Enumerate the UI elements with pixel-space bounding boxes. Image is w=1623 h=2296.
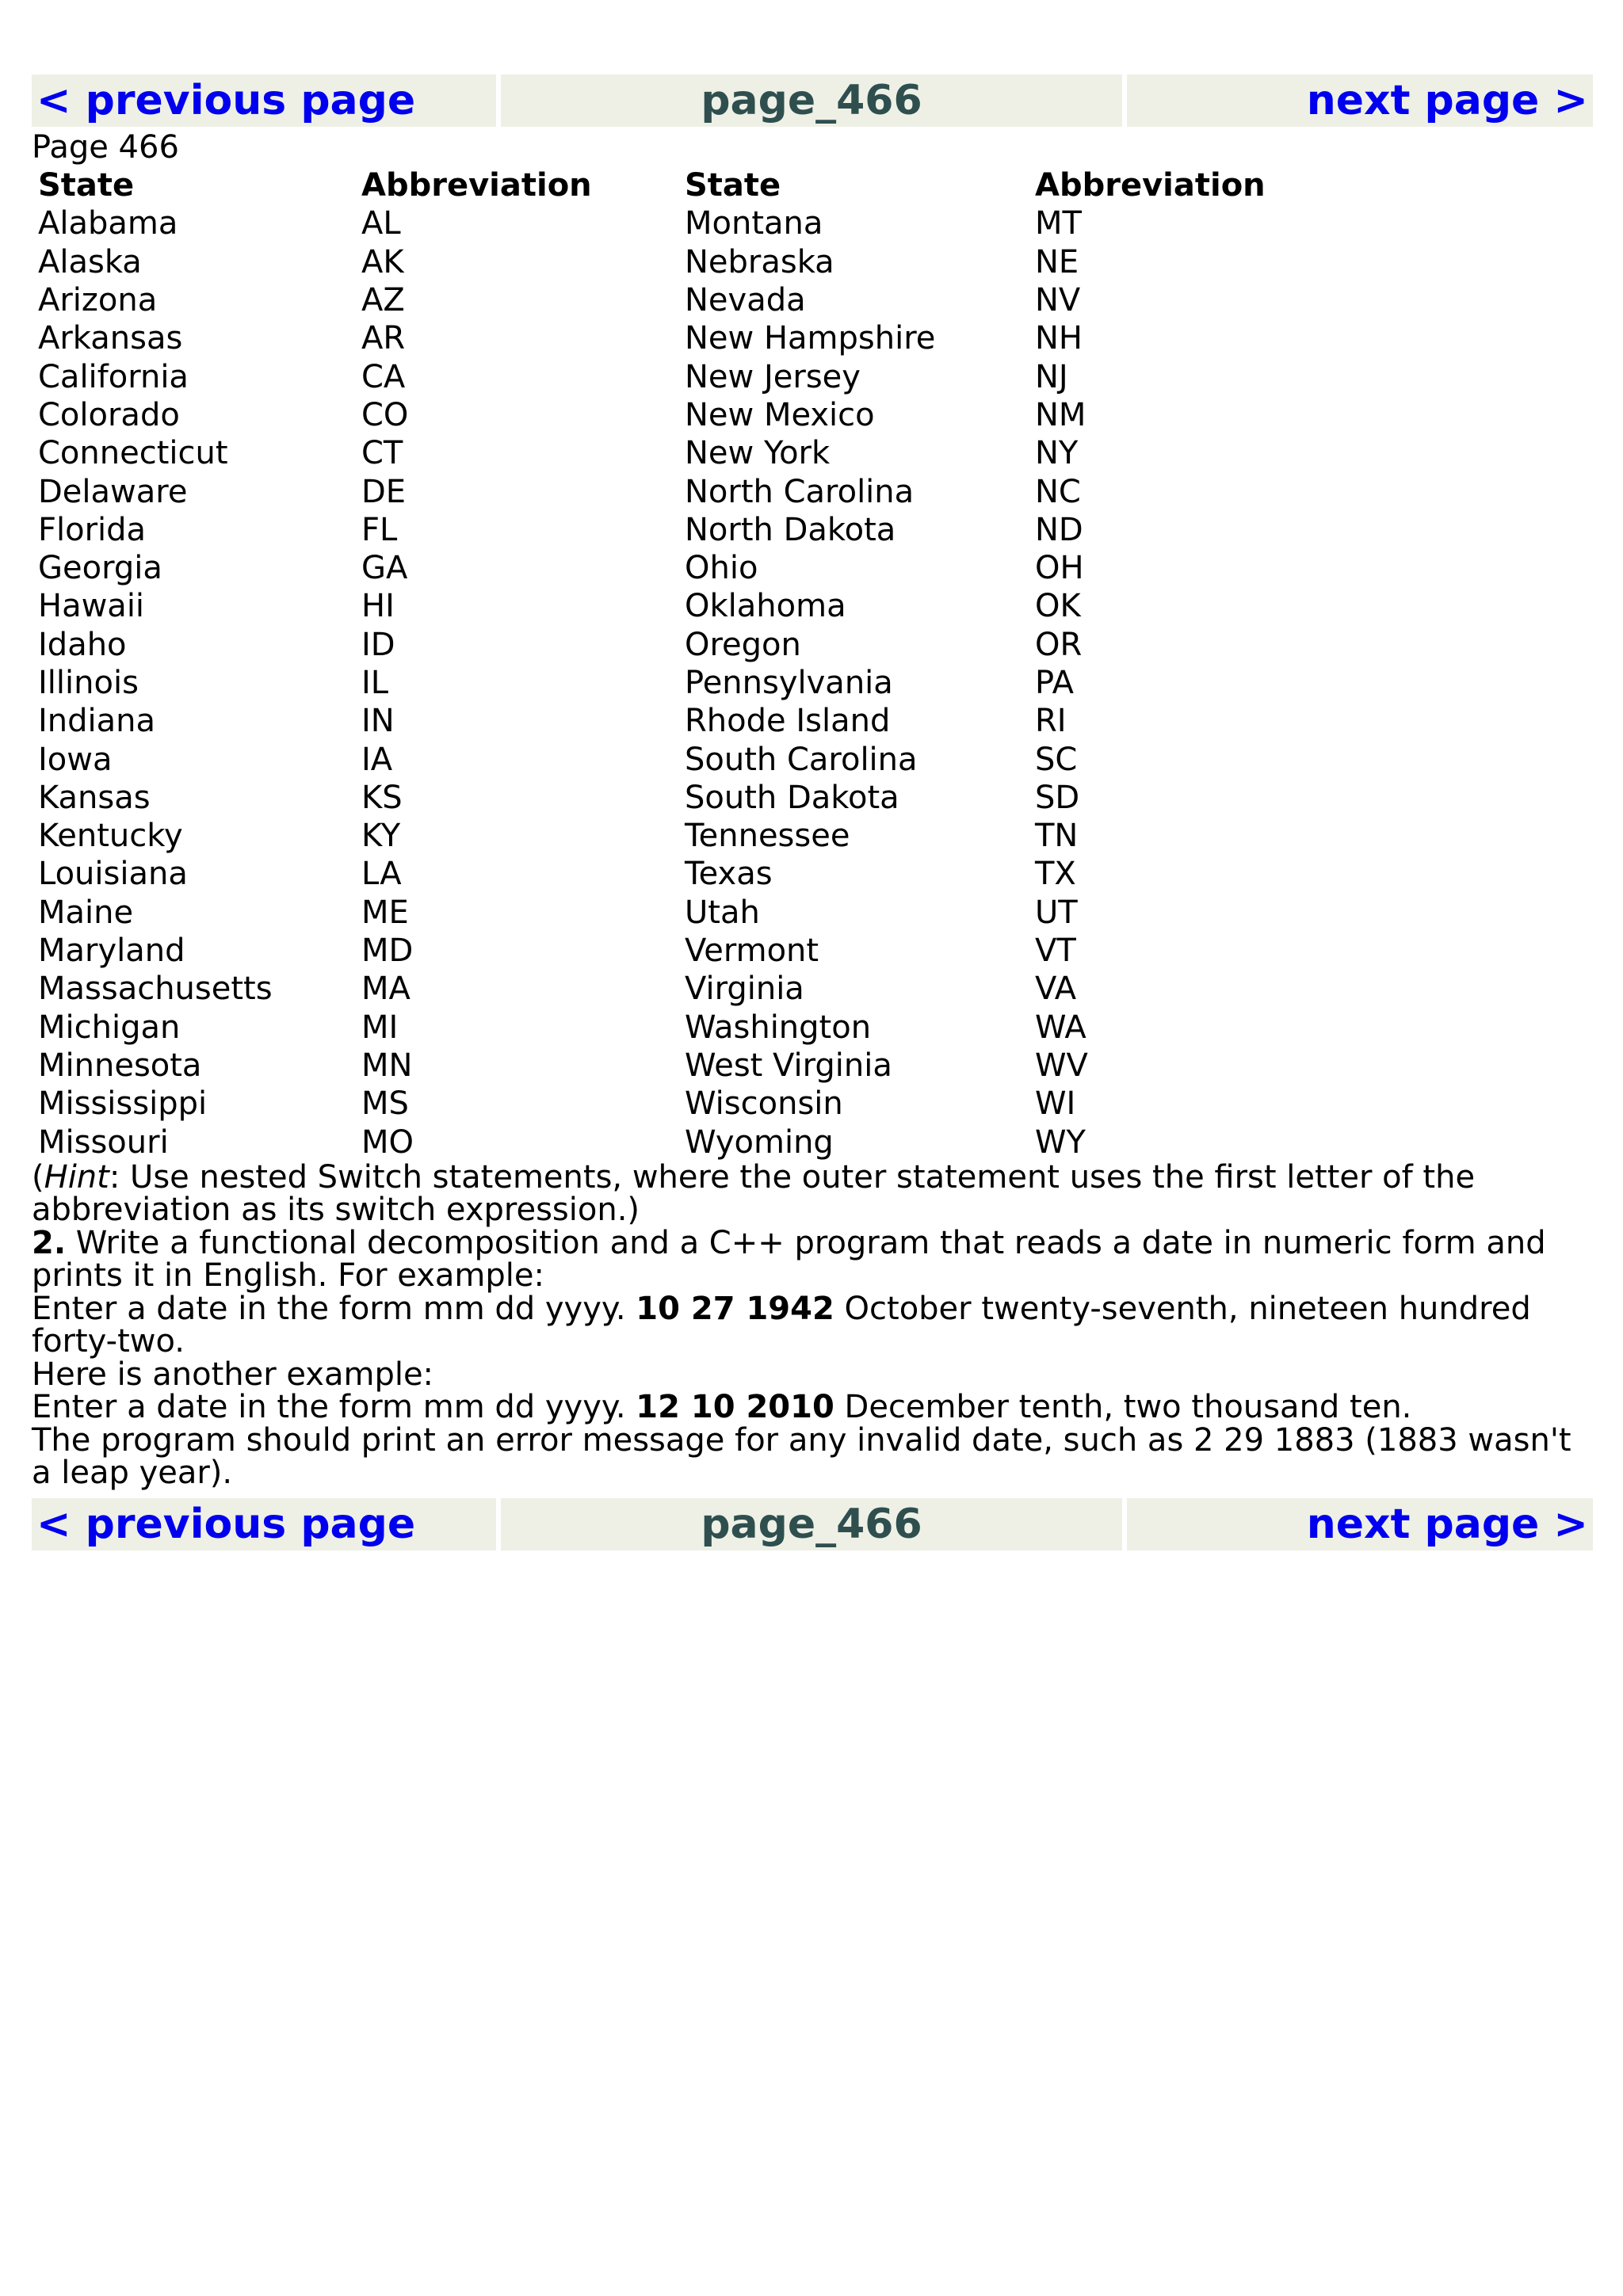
state-abbreviation: NV	[1035, 282, 1081, 319]
state-abbreviation: WY	[1035, 1123, 1086, 1161]
bottom-next-cell	[1127, 1498, 1593, 1550]
state-name: California	[38, 358, 189, 395]
state-abbreviation: MD	[361, 933, 414, 970]
state-name: Wisconsin	[685, 1085, 843, 1123]
state-abbreviation: CA	[361, 358, 406, 395]
state-abbreviation: MI	[361, 1009, 399, 1046]
previous-page-link[interactable]: < previous page	[36, 77, 416, 124]
state-abbreviation: FL	[361, 511, 398, 548]
table-row	[32, 1085, 1352, 1123]
state-name: Ohio	[685, 550, 758, 587]
state-abbreviation: TX	[1035, 856, 1076, 893]
table-row	[32, 281, 1352, 319]
example-2-output: December tenth, two thousand ten.	[834, 1389, 1412, 1426]
state-name: Arizona	[38, 282, 158, 319]
hint-text: : Use nested Switch statements, where the outer statement uses the first letter of the abbreviation as its switch expression.)	[32, 1158, 1476, 1229]
state-abbreviation: CT	[361, 435, 403, 472]
state-name: New York	[685, 435, 831, 472]
state-abbreviation: IA	[361, 741, 393, 778]
state-name: Oklahoma	[685, 588, 846, 625]
table-row	[32, 1123, 1352, 1161]
example-1-input: 10 27 1942	[636, 1290, 834, 1327]
table-row	[32, 549, 1352, 587]
table-row	[32, 1047, 1352, 1085]
table-row	[32, 357, 1352, 395]
table-row	[32, 396, 1352, 434]
state-abbreviation: MT	[1035, 205, 1082, 242]
error-message-paragraph: The program should print an error message for any invalid date, such as 2 29 1883 (1883 wasn't a leap year).	[32, 1421, 1571, 1492]
state-name: Nevada	[685, 282, 806, 319]
state-name: Vermont	[685, 933, 819, 970]
table-row	[32, 511, 1352, 549]
state-abbreviation: VA	[1035, 971, 1077, 1008]
state-abbreviation: ID	[361, 626, 395, 663]
state-name: Hawaii	[38, 588, 145, 625]
another-example-line: Here is another example:	[32, 1356, 434, 1393]
state-name: Idaho	[38, 626, 127, 663]
state-name: Wyoming	[685, 1123, 834, 1161]
table-row	[32, 204, 1352, 242]
column-header-state: State	[38, 167, 135, 204]
state-abbreviation: CO	[361, 396, 409, 433]
state-abbreviation: OK	[1035, 588, 1081, 625]
table-row	[32, 243, 1352, 281]
state-name: Colorado	[38, 396, 180, 433]
state-name: New Hampshire	[685, 320, 936, 357]
state-abbreviation: DE	[361, 473, 407, 510]
table-row	[32, 740, 1352, 778]
state-name: Alabama	[38, 205, 178, 242]
state-abbreviation: PA	[1035, 665, 1074, 701]
example-1-output: October twenty-seventh, nineteen hundred forty-two.	[32, 1290, 1531, 1360]
state-name: Indiana	[38, 703, 156, 740]
next-page-link[interactable]: next page >	[1306, 1500, 1588, 1548]
table-row	[32, 894, 1352, 932]
state-abbreviation: HI	[361, 588, 395, 625]
state-abbreviation: KY	[361, 818, 401, 855]
state-abbreviation: AR	[361, 320, 406, 357]
state-abbreviation: MN	[361, 1047, 413, 1084]
state-name: Washington	[685, 1009, 872, 1046]
state-abbreviation: WI	[1035, 1085, 1076, 1123]
state-name: Minnesota	[38, 1047, 202, 1084]
page-content	[32, 74, 1598, 1550]
state-name: Kentucky	[38, 818, 183, 855]
next-page-link[interactable]: next page >	[1306, 77, 1588, 124]
top-prev-cell	[32, 74, 496, 127]
example-2-input: 12 10 2010	[636, 1389, 834, 1426]
state-name: North Dakota	[685, 511, 896, 548]
state-name: Delaware	[38, 473, 188, 510]
table-row	[32, 932, 1352, 970]
state-name: Illinois	[38, 665, 139, 701]
table-row	[32, 319, 1352, 357]
state-name: Connecticut	[38, 435, 228, 472]
state-abbreviation: OH	[1035, 550, 1084, 587]
column-header-abbreviation: Abbreviation	[1035, 167, 1266, 204]
state-abbreviation: MS	[361, 1085, 409, 1123]
state-abbreviation: LA	[361, 856, 402, 893]
table-row	[32, 626, 1352, 664]
bottom-page-name: page_466	[501, 1498, 1122, 1550]
table-row	[32, 970, 1352, 1008]
table-body	[32, 204, 1352, 1161]
state-name: Maine	[38, 894, 134, 931]
state-name: Oregon	[685, 626, 801, 663]
state-abbreviation: MA	[361, 971, 411, 1008]
bottom-prev-cell	[32, 1498, 496, 1550]
top-page-name: page_466	[501, 74, 1122, 127]
table-row	[32, 817, 1352, 855]
previous-page-link[interactable]: < previous page	[36, 1500, 416, 1548]
state-name: Kansas	[38, 779, 151, 816]
state-name: South Carolina	[685, 741, 918, 778]
state-name: North Carolina	[685, 473, 915, 510]
exercise-number: 2.	[32, 1224, 67, 1261]
state-name: Arkansas	[38, 320, 183, 357]
state-abbreviation: GA	[361, 550, 408, 587]
example-2-prompt: Enter a date in the form mm dd yyyy.	[32, 1389, 636, 1426]
state-name: Texas	[685, 856, 773, 893]
state-abbreviation: ND	[1035, 511, 1083, 548]
state-abbreviation: WV	[1035, 1047, 1088, 1084]
state-name: New Mexico	[685, 396, 875, 433]
hint-label: Hint	[44, 1158, 109, 1196]
state-abbreviation: AZ	[361, 282, 405, 319]
top-navigation-bar	[32, 74, 1598, 127]
state-abbreviation: VT	[1035, 933, 1076, 970]
state-abbreviation: WA	[1035, 1009, 1086, 1046]
table-row	[32, 664, 1352, 702]
state-name: Montana	[685, 205, 823, 242]
state-name: Virginia	[685, 971, 804, 1008]
state-name: Georgia	[38, 550, 162, 587]
state-abbreviation: ME	[361, 894, 409, 931]
exercise-text	[32, 1158, 1598, 1492]
table-row	[32, 472, 1352, 510]
state-name: Maryland	[38, 933, 185, 970]
state-abbreviation: TN	[1035, 818, 1079, 855]
state-abbreviation: SC	[1035, 741, 1078, 778]
table-row	[32, 855, 1352, 893]
state-abbreviation: AL	[361, 205, 401, 242]
table-row	[32, 779, 1352, 817]
state-name: Missouri	[38, 1123, 169, 1161]
table-row	[32, 587, 1352, 625]
state-abbreviation: NH	[1035, 320, 1083, 357]
example-line-2	[32, 1391, 1598, 1425]
state-name: West Virginia	[685, 1047, 892, 1084]
state-abbreviation: OR	[1035, 626, 1083, 663]
exercise-paragraph	[32, 1224, 1598, 1295]
state-abbreviation: UT	[1035, 894, 1078, 931]
state-name: Mississippi	[38, 1085, 208, 1123]
state-abbreviation: NC	[1035, 473, 1081, 510]
exercise-text: Write a functional decomposition and a C++ program that reads a date in numeric form and prints it in English. For example:	[32, 1224, 1546, 1295]
state-name: Massachusetts	[38, 971, 273, 1008]
state-abbreviation: KS	[361, 779, 403, 816]
state-abbreviation: AK	[361, 243, 404, 280]
state-name: Nebraska	[685, 243, 834, 280]
state-abbreviation: IL	[361, 665, 389, 701]
state-name: Louisiana	[38, 856, 188, 893]
state-abbreviation: NM	[1035, 396, 1086, 433]
state-name: New Jersey	[685, 358, 861, 395]
example-1-prompt: Enter a date in the form mm dd yyyy.	[32, 1290, 636, 1327]
table-header-row	[32, 166, 1352, 204]
hint-paragraph	[32, 1158, 1598, 1229]
table-row	[32, 434, 1352, 472]
state-abbreviation-table	[32, 166, 1352, 1161]
example-line-1	[32, 1290, 1598, 1360]
state-name: Utah	[685, 894, 760, 931]
state-name: Pennsylvania	[685, 665, 893, 701]
page-number-label: Page 466	[32, 129, 179, 166]
state-abbreviation: MO	[361, 1123, 414, 1161]
state-abbreviation: NE	[1035, 243, 1079, 280]
state-name: Iowa	[38, 741, 113, 778]
state-name: Rhode Island	[685, 703, 891, 740]
table-row	[32, 1009, 1352, 1047]
state-name: Tennessee	[685, 818, 850, 855]
state-abbreviation: NJ	[1035, 358, 1068, 395]
table-row	[32, 702, 1352, 740]
state-name: Alaska	[38, 243, 142, 280]
state-name: Michigan	[38, 1009, 181, 1046]
column-header-state: State	[685, 167, 781, 204]
column-header-abbreviation: Abbreviation	[361, 167, 592, 204]
state-name: South Dakota	[685, 779, 899, 816]
state-name: Florida	[38, 511, 147, 548]
state-abbreviation: NY	[1035, 435, 1079, 472]
state-abbreviation: SD	[1035, 779, 1080, 816]
hint-open-paren: (	[32, 1158, 44, 1196]
bottom-navigation-bar	[32, 1498, 1598, 1550]
state-abbreviation: RI	[1035, 703, 1067, 740]
top-next-cell	[1127, 74, 1593, 127]
state-abbreviation: IN	[361, 703, 395, 740]
